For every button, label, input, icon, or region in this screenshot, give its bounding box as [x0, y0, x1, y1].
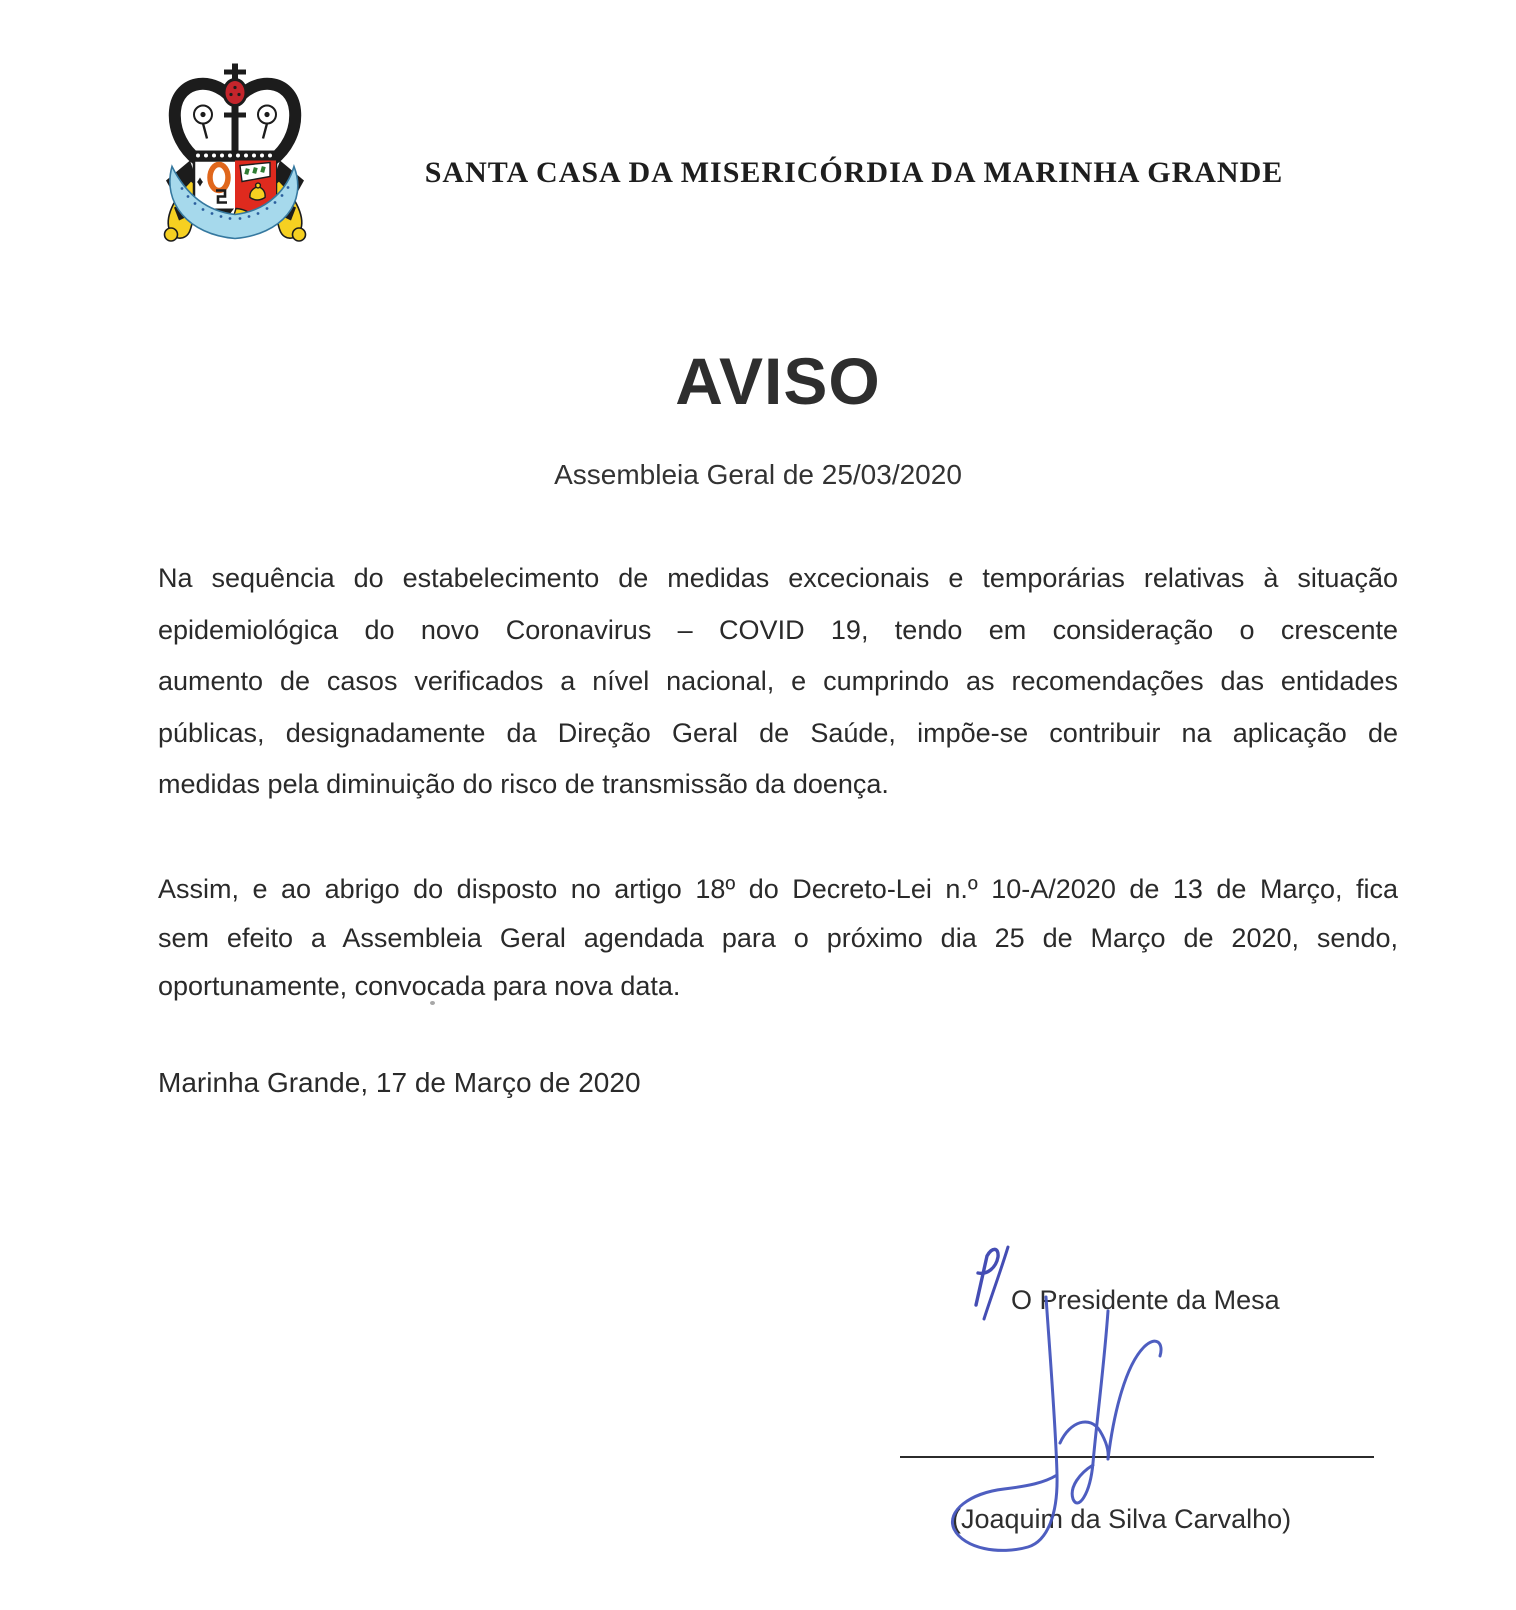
org-name-heading: SANTA CASA DA MISERICÓRDIA DA MARINHA GRANDE — [424, 156, 1284, 189]
notice-title: AVISO — [675, 344, 881, 418]
paragraph-line: oportunamente, convocada para nova data. — [158, 971, 681, 1001]
signature-role-label: O Presidente da Mesa — [1011, 1285, 1280, 1315]
signature-line — [900, 1456, 1374, 1458]
paragraph-line: Assim, e ao abrigo do disposto no artigo 18º do Decreto-Lei n.º 10-A/2020 de 13 de Março, fica — [158, 874, 1398, 904]
paragraph-line: públicas, designadamente da Direção Geral de Saúde, impõe-se contribuir na aplicação de — [158, 717, 1398, 748]
scan-speck — [430, 1001, 435, 1005]
paragraph-line: epidemiológica do novo Coronavirus – COVID 19, tendo em consideração o crescente — [158, 614, 1398, 645]
body-paragraph-1 — [158, 553, 1398, 811]
paragraph-line: sem efeito a Assembleia Geral agendada para o próximo dia 25 de Março de 2020, sendo, — [158, 922, 1398, 953]
signature-name-label: (Joaquim da Silva Carvalho) — [952, 1504, 1292, 1534]
paragraph-line: aumento de casos verificados a nível nacional, e cumprindo as recomendações das entidades — [158, 666, 1398, 696]
paragraph-line: medidas pela diminuição do risco de transmissão da doença. — [158, 769, 889, 799]
notice-subtitle: Assembleia Geral de 25/03/2020 — [554, 459, 962, 490]
body-paragraph-2 — [158, 865, 1398, 1011]
paragraph-line: Na sequência do estabelecimento de medidas excecionais e temporárias relativas à situação — [158, 563, 1398, 593]
place-date-line: Marinha Grande, 17 de Março de 2020 — [158, 1067, 641, 1098]
